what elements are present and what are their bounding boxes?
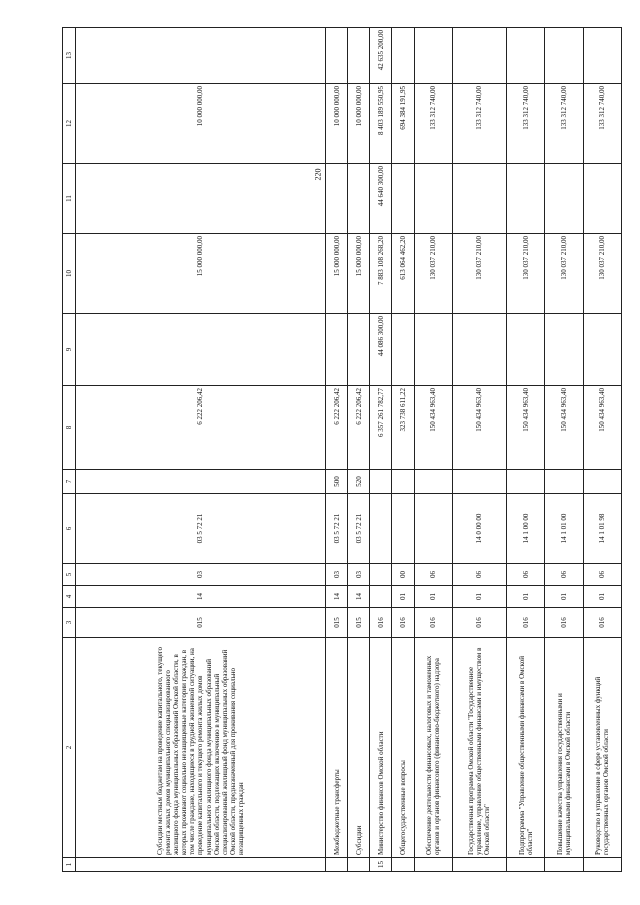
- code-6: 14 1 01 98: [583, 494, 621, 564]
- amount-10: 7 883 108 268,20: [370, 234, 392, 314]
- row-name: Субсидии местным бюджетам на проведение капитального, текущего ремонта жилых домов муниципального специализированного жилищного фонда муниципальных образований Омской области, в которых проживают социально незащищенные категории граждан, в том числе граждане, находящиеся в трудной жизненной ситуации, на проведение капитального и текущего ремонта жилых домов муниципального жилищного фонда муниципальных образований Омской области, подлежащих включению в муниципальный специализированный жилищный фонд муниципальных образований Омской области, предназначенный для проживания социально незащищенных граждан: [76, 638, 326, 858]
- table-row: [414, 28, 452, 872]
- amount-12: 133 312 740,00: [507, 84, 545, 164]
- code-5: 03: [326, 564, 348, 586]
- code-6: [370, 494, 392, 564]
- table-row: [348, 28, 370, 872]
- code-5: 06: [414, 564, 452, 586]
- row-name: Государственная программа Омской области "Государственное управление, управление общественными финансами и имуществом в Омской области": [452, 638, 506, 858]
- amount-13: [583, 28, 621, 84]
- row-number: [545, 858, 583, 872]
- amount-13: [326, 28, 348, 84]
- code-5: 06: [507, 564, 545, 586]
- code-4: 14: [348, 586, 370, 608]
- amount-9: [452, 314, 506, 386]
- amount-10: 130 037 210,00: [507, 234, 545, 314]
- amount-9: [76, 314, 326, 386]
- amount-12: 133 312 740,00: [452, 84, 506, 164]
- code-6: 03 5 72 21: [348, 494, 370, 564]
- amount-10: 15 000 000,00: [348, 234, 370, 314]
- amount-11: [452, 164, 506, 234]
- code-5: 03: [76, 564, 326, 586]
- table-row: [326, 28, 348, 872]
- code-7: [452, 470, 506, 494]
- code-6: [392, 494, 414, 564]
- col-header-2: 2: [63, 638, 76, 858]
- col-header-12: 12: [63, 84, 76, 164]
- code-3: 015: [326, 608, 348, 638]
- row-number: [76, 858, 326, 872]
- row-number: [507, 858, 545, 872]
- code-3: 016: [583, 608, 621, 638]
- amount-10: 15 000 000,00: [326, 234, 348, 314]
- code-3: 015: [348, 608, 370, 638]
- code-7: 500: [326, 470, 348, 494]
- amount-11: [348, 164, 370, 234]
- code-3: 016: [414, 608, 452, 638]
- code-5: 06: [452, 564, 506, 586]
- amount-9: [414, 314, 452, 386]
- amount-10: 130 037 210,00: [452, 234, 506, 314]
- amount-8: 150 434 963,40: [452, 386, 506, 470]
- col-header-9: 9: [63, 314, 76, 386]
- code-4: 01: [452, 586, 506, 608]
- amount-13: [452, 28, 506, 84]
- code-4: 14: [326, 586, 348, 608]
- amount-10: 130 037 210,00: [414, 234, 452, 314]
- amount-13: [392, 28, 414, 84]
- amount-9: [392, 314, 414, 386]
- amount-11: [507, 164, 545, 234]
- col-header-8: 8: [63, 386, 76, 470]
- row-name: Межбюджетные трансферты: [326, 638, 348, 858]
- row-name: Обеспечение деятельности финансовых, налоговых и таможенных органов и органов финансового (финансово-бюджетного) надзора: [414, 638, 452, 858]
- amount-9: [545, 314, 583, 386]
- header-row: [63, 28, 76, 872]
- code-7: [392, 470, 414, 494]
- amount-12: 10 000 000,00: [326, 84, 348, 164]
- code-3: 016: [545, 608, 583, 638]
- amount-11: [545, 164, 583, 234]
- code-5: 06: [545, 564, 583, 586]
- amount-11: [392, 164, 414, 234]
- col-header-13: 13: [63, 28, 76, 84]
- col-header-5: 5: [63, 564, 76, 586]
- amount-10: 613 064 462,20: [392, 234, 414, 314]
- col-header-10: 10: [63, 234, 76, 314]
- row-number: [414, 858, 452, 872]
- table-row: [392, 28, 414, 872]
- amount-12: 8 403 189 550,95: [370, 84, 392, 164]
- code-7: [76, 470, 326, 494]
- row-name: Руководство и управление в сфере установленных функций государственных органов Омской области: [583, 638, 621, 858]
- amount-12: 133 312 740,00: [414, 84, 452, 164]
- table-row: [545, 28, 583, 872]
- amount-11: [76, 164, 326, 234]
- table-row: [583, 28, 621, 872]
- row-name: Общегосударственные вопросы: [392, 638, 414, 858]
- page-number: 220: [313, 168, 323, 181]
- row-name: Подпрограмма "Управление общественными финансами в Омской области": [507, 638, 545, 858]
- code-4: 01: [414, 586, 452, 608]
- amount-11: [414, 164, 452, 234]
- code-4: 14: [76, 586, 326, 608]
- amount-12: 10 000 000,00: [348, 84, 370, 164]
- col-header-7: 7: [63, 470, 76, 494]
- amount-12: 133 312 740,00: [545, 84, 583, 164]
- row-name: Министерство финансов Омской области: [370, 638, 392, 858]
- row-number: [452, 858, 506, 872]
- col-header-4: 4: [63, 586, 76, 608]
- code-6: 14 1 01 00: [545, 494, 583, 564]
- amount-8: 150 434 963,40: [507, 386, 545, 470]
- amount-9: [326, 314, 348, 386]
- amount-8: 150 434 963,40: [545, 386, 583, 470]
- code-7: [545, 470, 583, 494]
- amount-13: 42 635 200,00: [370, 28, 392, 84]
- amount-12: 133 312 740,00: [583, 84, 621, 164]
- code-3: 015: [76, 608, 326, 638]
- code-5: 06: [583, 564, 621, 586]
- code-6: [414, 494, 452, 564]
- amount-10: 130 037 210,00: [583, 234, 621, 314]
- table-row: [507, 28, 545, 872]
- code-6: 14 1 00 00: [507, 494, 545, 564]
- amount-8: 6 222 206,42: [348, 386, 370, 470]
- amount-9: [348, 314, 370, 386]
- code-5: 00: [392, 564, 414, 586]
- col-header-1: 1: [63, 858, 76, 872]
- code-4: 01: [545, 586, 583, 608]
- row-number: [348, 858, 370, 872]
- amount-13: [76, 28, 326, 84]
- amount-12: 694 384 191,95: [392, 84, 414, 164]
- col-header-6: 6: [63, 494, 76, 564]
- amount-8: 6 357 261 782,77: [370, 386, 392, 470]
- code-7: [583, 470, 621, 494]
- col-header-3: 3: [63, 608, 76, 638]
- code-7: 520: [348, 470, 370, 494]
- row-number: 15: [370, 858, 392, 872]
- code-5: 03: [348, 564, 370, 586]
- amount-10: 130 037 210,00: [545, 234, 583, 314]
- amount-13: [545, 28, 583, 84]
- code-4: 01: [507, 586, 545, 608]
- code-6: 03 5 72 21: [76, 494, 326, 564]
- amount-12: 10 000 000,00: [76, 84, 326, 164]
- amount-13: [348, 28, 370, 84]
- budget-table-rotated: [62, 32, 640, 872]
- row-name: Субсидии: [348, 638, 370, 858]
- amount-8: 6 222 206,42: [76, 386, 326, 470]
- amount-11: [583, 164, 621, 234]
- amount-8: 150 434 963,40: [414, 386, 452, 470]
- amount-9: 44 086 300,00: [370, 314, 392, 386]
- amount-8: 150 434 963,40: [583, 386, 621, 470]
- budget-table: [62, 27, 622, 872]
- code-5: [370, 564, 392, 586]
- code-6: 03 5 72 21: [326, 494, 348, 564]
- row-number: [583, 858, 621, 872]
- table-row: [452, 28, 506, 872]
- amount-10: 15 000 000,00: [76, 234, 326, 314]
- row-number: [392, 858, 414, 872]
- code-3: 016: [507, 608, 545, 638]
- amount-13: [507, 28, 545, 84]
- amount-13: [414, 28, 452, 84]
- code-7: [507, 470, 545, 494]
- code-3: 016: [452, 608, 506, 638]
- code-7: [414, 470, 452, 494]
- amount-8: 323 738 611,22: [392, 386, 414, 470]
- code-4: 01: [392, 586, 414, 608]
- code-4: [370, 586, 392, 608]
- code-3: 016: [370, 608, 392, 638]
- table-row: [76, 28, 326, 872]
- code-3: 016: [392, 608, 414, 638]
- code-6: 14 0 00 00: [452, 494, 506, 564]
- row-number: [326, 858, 348, 872]
- row-name: Повышение качества управления государственными и муниципальными финансами в Омской области: [545, 638, 583, 858]
- amount-11: 44 640 300,00: [370, 164, 392, 234]
- code-7: [370, 470, 392, 494]
- amount-8: 6 222 206,42: [326, 386, 348, 470]
- code-4: 01: [583, 586, 621, 608]
- table-row: [370, 28, 392, 872]
- col-header-11: 11: [63, 164, 76, 234]
- amount-9: [583, 314, 621, 386]
- amount-11: [326, 164, 348, 234]
- amount-9: [507, 314, 545, 386]
